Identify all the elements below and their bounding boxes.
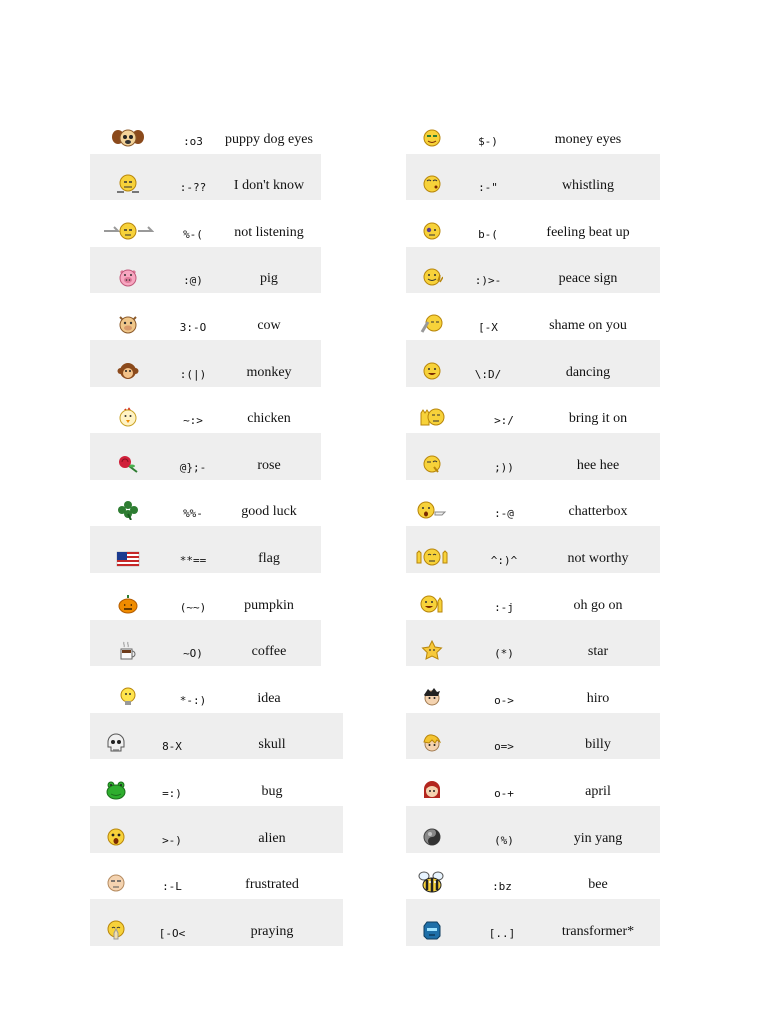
emoticon-name: money eyes — [554, 131, 622, 147]
star-icon — [412, 620, 452, 667]
emoticon-code: (%) — [494, 833, 514, 847]
emoticon-code: ~:> — [183, 414, 203, 428]
emoticon-name: feeling beat up — [546, 224, 630, 240]
table-row — [406, 899, 660, 946]
emoticon-name: peace sign — [558, 271, 618, 287]
table-row — [406, 526, 660, 573]
puppy-dog-eyes-icon — [102, 107, 154, 154]
table-row — [90, 387, 321, 434]
table-row — [406, 340, 660, 387]
table-row — [90, 340, 321, 387]
table-row — [406, 293, 660, 340]
table-row — [90, 573, 321, 620]
emoticon-code: >-) — [162, 833, 182, 847]
not-listening-icon — [102, 200, 154, 247]
rose-icon — [102, 433, 154, 480]
emoticon-name: not listening — [234, 224, 304, 240]
emoticon-name: frustrated — [245, 877, 299, 893]
table-row — [90, 620, 321, 667]
table-row — [406, 480, 660, 527]
emoticon-name: shame on you — [549, 317, 627, 333]
april-icon — [412, 759, 452, 806]
emoticon-code: [-X — [478, 320, 498, 334]
emoticon-name: april — [585, 783, 611, 799]
emoticon-code: b-( — [478, 227, 498, 241]
chicken-icon — [102, 387, 154, 434]
table-row — [90, 480, 321, 527]
table-row — [406, 713, 660, 760]
table-row — [406, 806, 660, 853]
table-row — [90, 853, 343, 900]
cow-icon — [102, 293, 154, 340]
emoticon-name: good luck — [241, 504, 297, 520]
lightbulb-icon — [102, 666, 154, 713]
emoticon-name: chatterbox — [568, 504, 628, 520]
alien-icon — [92, 806, 140, 853]
emoticon-name: yin yang — [573, 830, 623, 846]
chatterbox-icon — [412, 480, 452, 527]
emoticon-code: o-> — [494, 693, 514, 707]
emoticon-code: o=> — [494, 740, 514, 754]
emoticon-name: idea — [257, 690, 281, 706]
emoticon-code: :(|) — [179, 367, 207, 381]
emoticon-code: @};- — [179, 460, 207, 474]
emoticon-code: %-( — [183, 227, 203, 241]
dancing-icon — [412, 340, 452, 387]
emoticon-name: billy — [585, 737, 611, 753]
emoticon-name: bee — [588, 877, 608, 893]
emoticon-code: >:/ — [494, 414, 514, 428]
emoticon-table-left — [90, 107, 343, 946]
table-row — [406, 620, 660, 667]
emoticon-code: =:) — [162, 786, 182, 800]
emoticon-name: hee hee — [576, 457, 620, 473]
table-row — [406, 573, 660, 620]
clover-icon — [102, 480, 154, 527]
emoticon-name: hiro — [586, 690, 610, 706]
table-row — [406, 387, 660, 434]
table-row — [90, 526, 321, 573]
emoticon-code: [..] — [488, 926, 516, 940]
emoticon-code: ~O) — [183, 647, 203, 661]
oh-go-on-icon — [412, 573, 452, 620]
emoticon-name: oh go on — [573, 597, 623, 613]
emoticon-name: rose — [257, 457, 281, 473]
hee-hee-icon — [412, 433, 452, 480]
table-row — [90, 107, 321, 154]
emoticon-name: bring it on — [568, 411, 628, 427]
emoticon-code: :@) — [183, 274, 203, 288]
emoticon-code: o-+ — [494, 786, 514, 800]
skull-icon — [92, 713, 140, 760]
emoticon-code: \:D/ — [474, 367, 502, 381]
emoticon-name: flag — [258, 550, 280, 566]
table-row — [90, 713, 343, 760]
table-row — [90, 433, 321, 480]
peace-sign-icon — [412, 247, 452, 294]
table-row — [406, 666, 660, 713]
table-row — [406, 853, 660, 900]
table-row — [406, 200, 660, 247]
bug-icon — [92, 759, 140, 806]
money-eyes-icon — [412, 107, 452, 154]
not-worthy-icon — [412, 526, 452, 573]
pig-icon — [102, 247, 154, 294]
table-row — [406, 759, 660, 806]
emoticon-table-right — [406, 107, 660, 946]
emoticon-name: cow — [257, 317, 281, 333]
emoticon-code: :o3 — [183, 134, 203, 148]
table-row — [90, 247, 321, 294]
emoticon-name: puppy dog eyes — [225, 131, 313, 147]
emoticon-code: $-) — [478, 134, 498, 148]
emoticon-code: :-@ — [494, 507, 514, 521]
emoticon-name: transformer* — [561, 923, 635, 939]
emoticon-code: ;)) — [494, 460, 514, 474]
whistling-icon — [412, 154, 452, 201]
praying-icon — [92, 899, 140, 946]
emoticon-code: :-j — [494, 600, 514, 614]
emoticon-code: (~~) — [179, 600, 207, 614]
bee-icon — [412, 853, 452, 900]
table-row — [90, 759, 343, 806]
emoticon-name: praying — [250, 923, 294, 939]
table-row — [90, 154, 321, 201]
table-row — [406, 433, 660, 480]
emoticon-code: :-" — [478, 181, 498, 195]
table-row — [90, 200, 321, 247]
emoticon-name: coffee — [251, 644, 287, 660]
emoticon-code: :-L — [162, 880, 182, 894]
emoticon-name: pumpkin — [244, 597, 294, 613]
table-row — [406, 154, 660, 201]
emoticon-name: bug — [261, 783, 283, 799]
emoticon-code: :bz — [492, 880, 512, 894]
emoticon-code: **== — [179, 553, 207, 567]
pumpkin-icon — [102, 573, 154, 620]
transformer-icon — [412, 899, 452, 946]
emoticon-code: [-O< — [158, 926, 186, 940]
emoticon-code: *-:) — [179, 693, 207, 707]
emoticon-name: pig — [260, 271, 278, 287]
hiro-icon — [412, 666, 452, 713]
i-dont-know-icon — [102, 154, 154, 201]
emoticon-code: :-?? — [179, 181, 207, 195]
emoticon-code: 3:-O — [179, 320, 207, 334]
table-row — [90, 293, 321, 340]
bring-it-on-icon — [412, 387, 452, 434]
emoticon-name: chicken — [247, 411, 291, 427]
table-row — [406, 107, 660, 154]
table-row — [90, 806, 343, 853]
emoticon-name: alien — [258, 830, 286, 846]
table-row — [90, 899, 343, 946]
coffee-icon — [102, 620, 154, 667]
billy-icon — [412, 713, 452, 760]
yin-yang-icon — [412, 806, 452, 853]
emoticon-name: whistling — [561, 178, 615, 194]
emoticon-name: skull — [258, 737, 286, 753]
table-row — [90, 666, 321, 713]
feeling-beat-up-icon — [412, 200, 452, 247]
emoticon-code: %%- — [183, 507, 203, 521]
shame-on-you-icon — [412, 293, 452, 340]
emoticon-name: monkey — [246, 364, 292, 380]
monkey-icon — [102, 340, 154, 387]
flag-icon — [102, 526, 154, 573]
emoticon-code: (*) — [494, 647, 514, 661]
emoticon-name: star — [587, 644, 609, 660]
emoticon-name: dancing — [565, 364, 611, 380]
table-row — [406, 247, 660, 294]
emoticon-code: :)>- — [474, 274, 502, 288]
emoticon-code: ^:)^ — [490, 553, 518, 567]
frustrated-icon — [92, 853, 140, 900]
emoticon-name: not worthy — [567, 550, 629, 566]
emoticon-code: 8-X — [162, 740, 182, 754]
emoticon-name: I don't know — [233, 178, 305, 194]
